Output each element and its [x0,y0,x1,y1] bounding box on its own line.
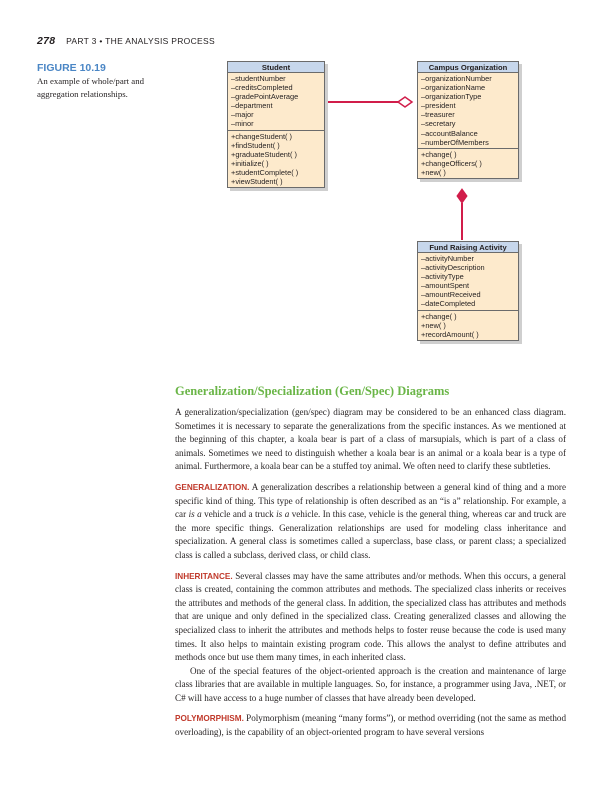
attribute: –amountReceived [421,290,481,300]
method: +recordAmount( ) [421,329,479,339]
paragraph-text: A generalization describes a relationship between a general kind of thing and a more specific kind of thing. This type of relationship is often described as an “is a” relationship. For example, a car [175,481,566,520]
attribute: –major [231,110,254,120]
method: +new( ) [421,320,446,330]
attribute: –gradePointAverage [231,92,299,102]
attribute: –activityType [421,272,464,282]
attribute: –activityDescription [421,263,485,273]
methods-section [228,130,324,188]
section-heading: Generalization/Specialization (Gen/Spec) Diagrams [175,384,450,398]
method: +findStudent( ) [231,140,280,150]
method: +change( ) [421,311,457,321]
class-name: Campus Organization [418,62,518,73]
attribute: –accountBalance [421,128,478,138]
attributes-section [418,253,518,310]
paragraph-text: vehicle. In this case, vehicle is the general thing, whereas car and truck are the more specific things. Generalization relationships are used for modeling class inheritance and specialization. A general class is sometimes called a superclass, base class, or parent class; a specialized class is called a subclass, derived class, or child class. [175,509,566,560]
attribute: –president [421,101,456,111]
attribute: –studentNumber [231,74,286,83]
method: +studentComplete( ) [231,167,299,177]
figure-caption: An example of whole/part and aggregation relationships. [37,76,144,99]
body-text [175,406,566,740]
attribute: –department [231,101,273,111]
attribute: –organizationType [421,92,482,102]
composition-diamond [457,189,467,203]
attribute: –activityNumber [421,254,474,263]
intro-paragraph: A generalization/specialization (gen/spec) diagram may be considered to be an enhanced class diagram. Sometimes it is necessary to separate the generalizations from the specific instances. As we mentioned at the beginning of this chapter, a koala bear is part of a class of marsupials, which is part of a class of animals. Sometimes we need to distinguish whether a koala bear is an animal or a koala bear is a type of animal. Furthermore, a koala bear can be a stuffed toy animal. We often need to clarify these subtleties. [175,407,566,472]
generalization-paragraph [175,481,566,563]
method: +graduateStudent( ) [231,149,297,159]
methods-section [418,148,518,178]
polymorphism-term: POLYMORPHISM. [175,714,244,724]
attribute: –treasurer [421,110,455,120]
aggregation-diamond [398,97,412,107]
attribute: –organizationName [421,83,486,93]
polymorphism-paragraph [175,712,566,739]
campus-organization-class [417,61,519,179]
inheritance-term: INHERITANCE. [175,571,233,581]
method: +change( ) [421,149,457,159]
method: +new( ) [421,167,446,177]
method: +changeOfficers( ) [421,158,482,168]
attribute: –organizationNumber [421,74,492,83]
generalization-term: GENERALIZATION. [175,482,250,492]
emphasis: is a [276,509,290,520]
paragraph-text: Polymorphism (meaning “many forms”), or method overriding (not the same as method overloading), is the capability of an object-oriented program to have several versions [175,713,566,738]
class-name: Student [228,62,324,73]
method: +viewStudent( ) [231,177,283,187]
attribute: –creditsCompleted [231,83,293,93]
emphasis: is a [188,509,202,520]
paragraph-text: vehicle and a truck [201,509,277,520]
attribute: –dateCompleted [421,299,476,309]
method: +changeStudent( ) [231,131,293,141]
attributes-section [418,73,518,148]
page-number: 278 [37,35,56,47]
attributes-section [228,73,324,130]
running-title: PART 3 • THE ANALYSIS PROCESS [66,36,215,46]
attribute: –minor [231,119,254,129]
class-name: Fund Raising Activity [418,242,518,253]
student-class [227,61,325,188]
figure-label: FIGURE 10.19 [37,62,106,74]
attribute: –numberOfMembers [421,137,489,147]
attribute: –secretary [421,119,456,129]
fund-raising-activity-class [417,241,519,341]
oo-paragraph: One of the special features of the object-oriented approach is the creation and maintenance of large class libraries that are available in multiple languages. So, for instance, a programmer using Java, .NET, or C# will have access to a huge number of classes that have already been developed. [175,665,566,703]
paragraph-text: Several classes may have the same attributes and/or methods. When this occurs, a general class is created, containing the common attributes and methods. The specialized class inherits or receives the attributes and methods of the general class. In addition, the specialized class has attributes and methods that are unique and only defined in the specialized class. Creating generalized classes and allowing the specialized class to inherit the attributes and methods helps to foster reuse because the code is used many times. It also helps to maintain existing program code. This allows the analyst to define attributes and methods once but use them many times, in each inherited class. [175,570,566,663]
inheritance-paragraph [175,570,566,665]
method: +initialize( ) [231,158,269,168]
methods-section [418,310,518,340]
attribute: –amountSpent [421,281,470,291]
